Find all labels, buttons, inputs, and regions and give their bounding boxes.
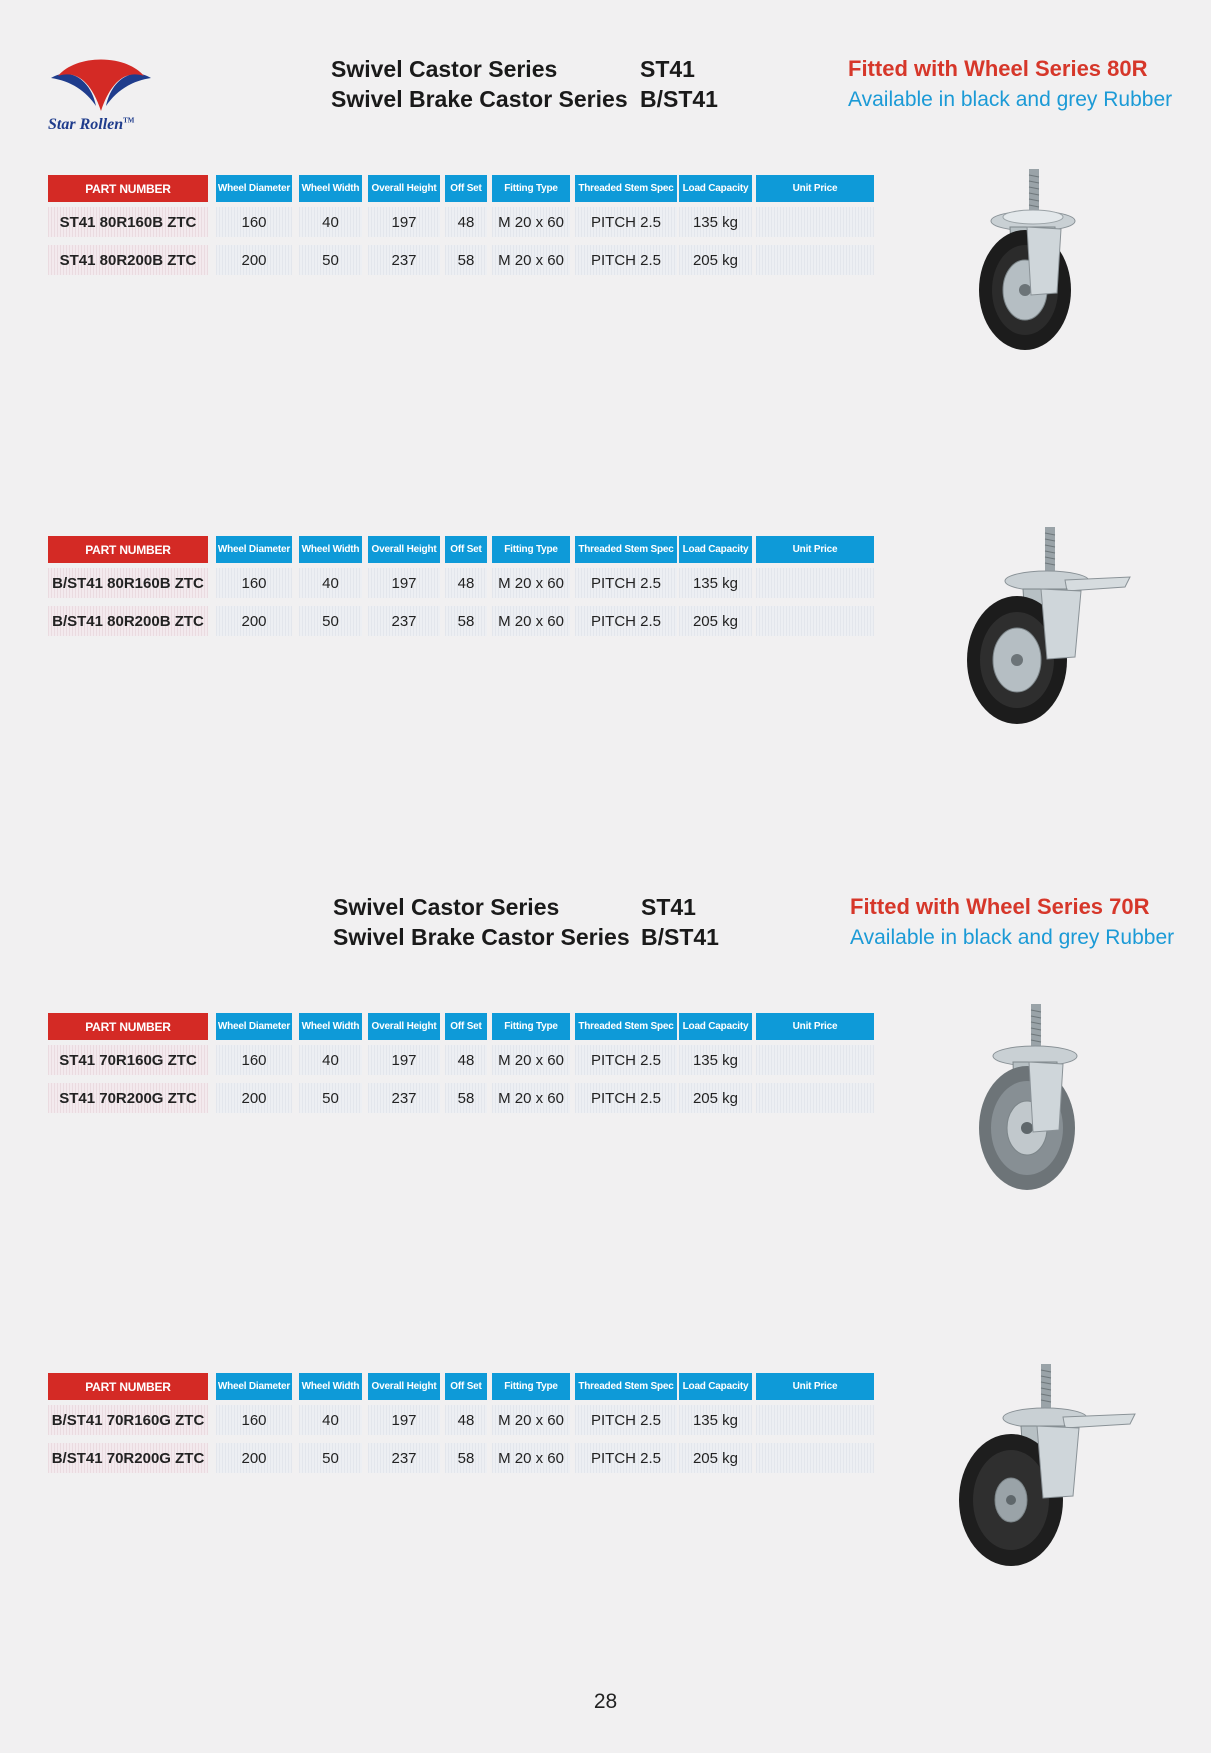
column-header: Load Capacity (679, 536, 752, 563)
column-header: Unit Price (756, 1013, 874, 1040)
column-header: Overall Height (368, 536, 440, 563)
load-capacity-cell: 205 kg (679, 1443, 752, 1473)
wheel-width-cell: 50 (299, 245, 362, 275)
fitting-type-cell: M 20 x 60 (492, 245, 570, 275)
part-number-cell: ST41 80R200B ZTC (48, 245, 208, 275)
load-capacity-cell: 135 kg (679, 207, 752, 237)
fitting-type-cell: M 20 x 60 (492, 207, 570, 237)
column-header: Wheel Width (299, 175, 362, 202)
wheel-diameter-cell: 200 (216, 1083, 292, 1113)
unit-price-cell (756, 1083, 874, 1113)
column-header: Unit Price (756, 536, 874, 563)
column-header: Overall Height (368, 175, 440, 202)
spec-table-bst41-80r (48, 536, 874, 640)
stem-spec-cell: PITCH 2.5 (575, 1443, 677, 1473)
unit-price-cell (756, 568, 874, 598)
series-code: ST41 (640, 56, 695, 82)
series-label: Swivel Castor Series (333, 894, 560, 920)
part-number-cell: B/ST41 80R200B ZTC (48, 606, 208, 636)
load-capacity-cell: 205 kg (679, 245, 752, 275)
column-header: Load Capacity (679, 1373, 752, 1400)
offset-cell: 48 (445, 207, 487, 237)
spec-table-st41-70r (48, 1013, 874, 1117)
table-row (48, 1079, 874, 1117)
table-row (48, 602, 874, 640)
offset-cell: 58 (445, 245, 487, 275)
table-row (48, 203, 874, 241)
brake-series-code: B/ST41 (641, 924, 719, 950)
fitting-type-cell: M 20 x 60 (492, 568, 570, 598)
overall-height-cell: 197 (368, 207, 440, 237)
wheel-width-cell: 40 (299, 1405, 362, 1435)
unit-price-cell (756, 245, 874, 275)
column-header: PART NUMBER (48, 536, 208, 563)
overall-height-cell: 237 (368, 1083, 440, 1113)
swivel-brake-castor-image (945, 1362, 1145, 1582)
wheel-width-cell: 50 (299, 1083, 362, 1113)
part-number-cell: B/ST41 70R160G ZTC (48, 1405, 208, 1435)
fitted-wheel-series: Fitted with Wheel Series 70R (850, 894, 1150, 919)
spec-table-bst41-70r (48, 1373, 874, 1477)
table-row (48, 1401, 874, 1439)
column-header: Off Set (445, 536, 487, 563)
column-header: Off Set (445, 1373, 487, 1400)
load-capacity-cell: 205 kg (679, 606, 752, 636)
unit-price-cell (756, 1045, 874, 1075)
overall-height-cell: 197 (368, 1045, 440, 1075)
availability-note: Available in black and grey Rubber (848, 88, 1173, 111)
load-capacity-cell: 135 kg (679, 1045, 752, 1075)
stem-spec-cell: PITCH 2.5 (575, 1405, 677, 1435)
wheel-diameter-cell: 200 (216, 606, 292, 636)
column-header: Threaded Stem Spec (575, 1373, 677, 1400)
table-header (48, 536, 874, 564)
stem-spec-cell: PITCH 2.5 (575, 606, 677, 636)
column-header: Wheel Diameter (216, 1013, 292, 1040)
offset-cell: 48 (445, 568, 487, 598)
column-header: Wheel Width (299, 1013, 362, 1040)
table-row (48, 1439, 874, 1477)
column-header: Fitting Type (492, 536, 570, 563)
stem-spec-cell: PITCH 2.5 (575, 1083, 677, 1113)
unit-price-cell (756, 207, 874, 237)
table-row (48, 564, 874, 602)
fitted-wheel-series: Fitted with Wheel Series 80R (848, 56, 1148, 81)
column-header: Load Capacity (679, 175, 752, 202)
wheel-width-cell: 40 (299, 207, 362, 237)
column-header: Fitting Type (492, 1373, 570, 1400)
column-header: Overall Height (368, 1013, 440, 1040)
column-header: Off Set (445, 175, 487, 202)
wheel-diameter-cell: 160 (216, 568, 292, 598)
unit-price-cell (756, 1443, 874, 1473)
unit-price-cell (756, 1405, 874, 1435)
brake-series-code: B/ST41 (640, 86, 718, 112)
wheel-width-cell: 50 (299, 606, 362, 636)
part-number-cell: B/ST41 80R160B ZTC (48, 568, 208, 598)
fitting-type-cell: M 20 x 60 (492, 606, 570, 636)
wheel-diameter-cell: 160 (216, 1045, 292, 1075)
overall-height-cell: 197 (368, 1405, 440, 1435)
wheel-width-cell: 40 (299, 568, 362, 598)
column-header: Unit Price (756, 175, 874, 202)
column-header: Threaded Stem Spec (575, 1013, 677, 1040)
offset-cell: 58 (445, 606, 487, 636)
column-header: Wheel Diameter (216, 536, 292, 563)
fitting-type-cell: M 20 x 60 (492, 1443, 570, 1473)
stem-spec-cell: PITCH 2.5 (575, 1045, 677, 1075)
overall-height-cell: 237 (368, 1443, 440, 1473)
column-header: Wheel Width (299, 536, 362, 563)
overall-height-cell: 197 (368, 568, 440, 598)
wheel-diameter-cell: 160 (216, 1405, 292, 1435)
offset-cell: 48 (445, 1045, 487, 1075)
column-header: Unit Price (756, 1373, 874, 1400)
wheel-diameter-cell: 160 (216, 207, 292, 237)
fitting-type-cell: M 20 x 60 (492, 1083, 570, 1113)
stem-spec-cell: PITCH 2.5 (575, 568, 677, 598)
offset-cell: 58 (445, 1443, 487, 1473)
brake-series-label: Swivel Brake Castor Series (333, 924, 630, 950)
offset-cell: 48 (445, 1405, 487, 1435)
swivel-brake-castor-black-image (955, 525, 1135, 745)
fitting-type-cell: M 20 x 60 (492, 1045, 570, 1075)
column-header: Fitting Type (492, 175, 570, 202)
column-header: Overall Height (368, 1373, 440, 1400)
table-header (48, 1373, 874, 1401)
column-header: PART NUMBER (48, 1013, 208, 1040)
part-number-cell: ST41 80R160B ZTC (48, 207, 208, 237)
column-header: Off Set (445, 1013, 487, 1040)
brand-name: Star Rollen™ (48, 116, 135, 133)
column-header: Fitting Type (492, 1013, 570, 1040)
brake-series-label: Swivel Brake Castor Series (331, 86, 628, 112)
offset-cell: 58 (445, 1083, 487, 1113)
column-header: Threaded Stem Spec (575, 175, 677, 202)
spec-table-st41-80r (48, 175, 874, 279)
column-header: PART NUMBER (48, 175, 208, 202)
table-header (48, 175, 874, 203)
fitting-type-cell: M 20 x 60 (492, 1405, 570, 1435)
swivel-castor-black-image (965, 165, 1105, 375)
column-header: Wheel Diameter (216, 175, 292, 202)
stem-spec-cell: PITCH 2.5 (575, 245, 677, 275)
page-number: 28 (593, 1690, 618, 1713)
stem-spec-cell: PITCH 2.5 (575, 207, 677, 237)
table-row (48, 241, 874, 279)
series-label: Swivel Castor Series (331, 56, 558, 82)
column-header: Wheel Diameter (216, 1373, 292, 1400)
load-capacity-cell: 205 kg (679, 1083, 752, 1113)
swivel-castor-grey-image (965, 1000, 1105, 1215)
overall-height-cell: 237 (368, 606, 440, 636)
load-capacity-cell: 135 kg (679, 1405, 752, 1435)
unit-price-cell (756, 606, 874, 636)
availability-note: Available in black and grey Rubber (850, 926, 1175, 949)
load-capacity-cell: 135 kg (679, 568, 752, 598)
wheel-width-cell: 50 (299, 1443, 362, 1473)
column-header: Load Capacity (679, 1013, 752, 1040)
wheel-width-cell: 40 (299, 1045, 362, 1075)
wheel-diameter-cell: 200 (216, 245, 292, 275)
column-header: Wheel Width (299, 1373, 362, 1400)
column-header: PART NUMBER (48, 1373, 208, 1400)
column-header: Threaded Stem Spec (575, 536, 677, 563)
part-number-cell: ST41 70R200G ZTC (48, 1083, 208, 1113)
table-header (48, 1013, 874, 1041)
part-number-cell: B/ST41 70R200G ZTC (48, 1443, 208, 1473)
series-code: ST41 (641, 894, 696, 920)
overall-height-cell: 237 (368, 245, 440, 275)
table-row (48, 1041, 874, 1079)
wheel-diameter-cell: 200 (216, 1443, 292, 1473)
part-number-cell: ST41 70R160G ZTC (48, 1045, 208, 1075)
